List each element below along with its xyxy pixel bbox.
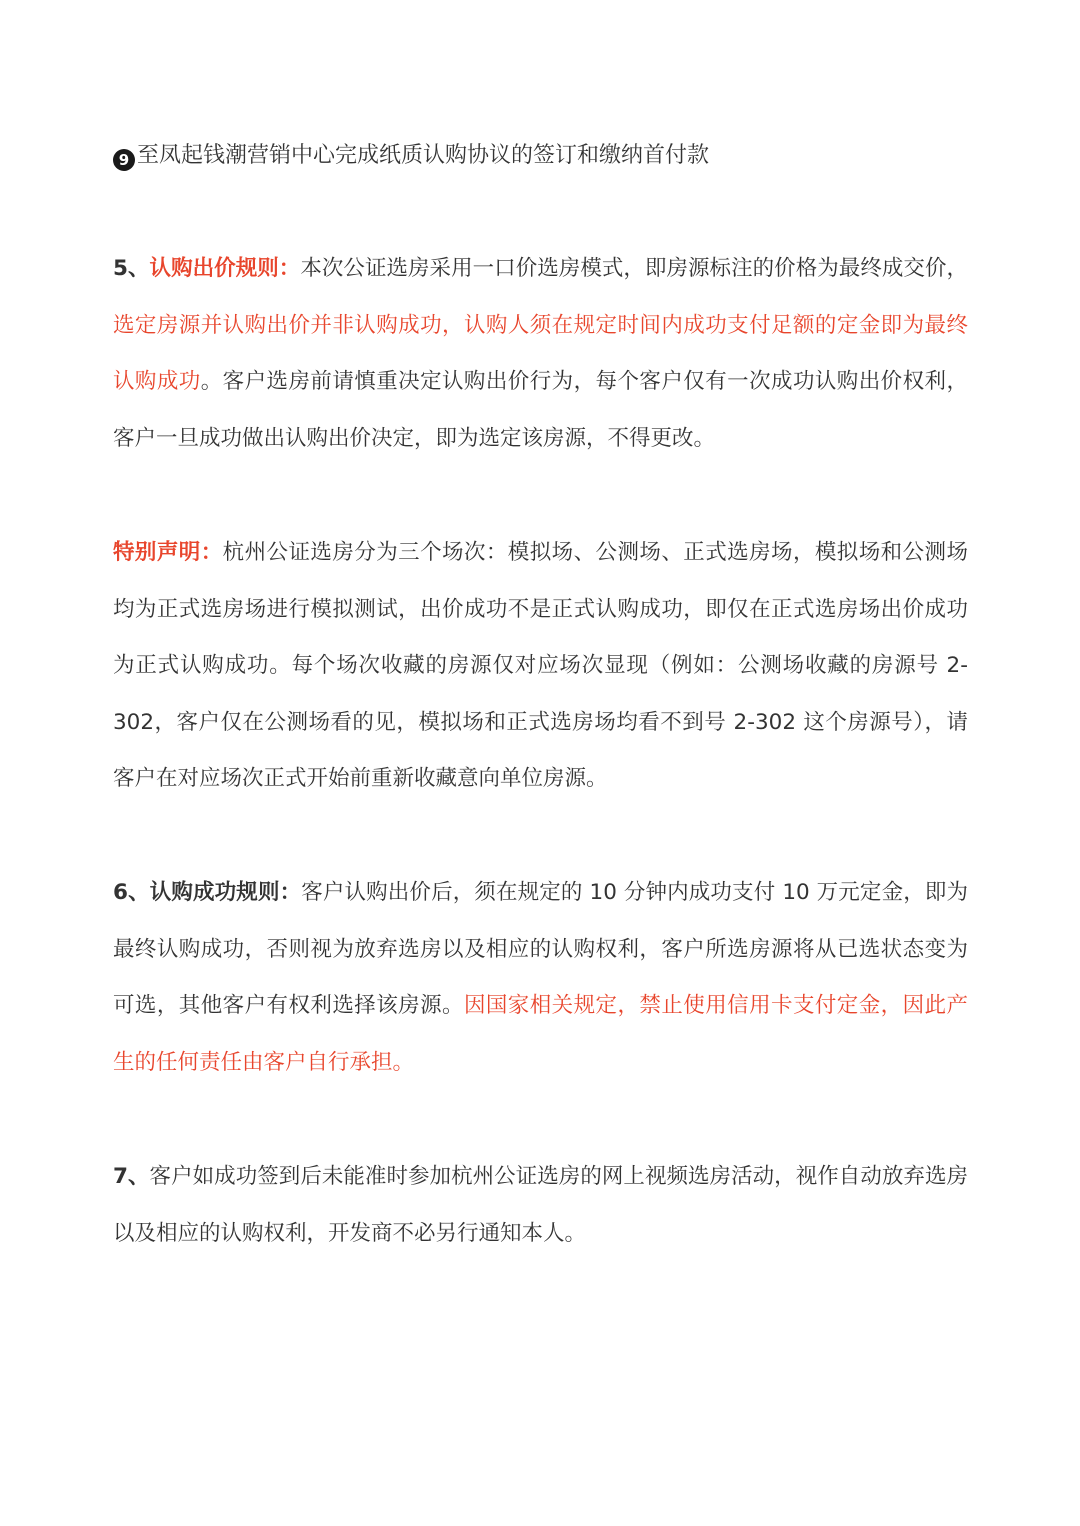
special-statement-title: 特别声明： xyxy=(113,540,223,565)
rule-6-number: 6、 xyxy=(113,880,150,905)
rule-7-number: 7、 xyxy=(113,1164,150,1189)
rule-5-text-1: 本次公证选房采用一口价选房模式，即房源标注的价格为最终成交价， xyxy=(300,256,968,281)
rule-7-text: 客户如成功签到后未能准时参加杭州公证选房的网上视频选房活动，视作自动放弃选房以及相应的认购权利，开发商不必另行通知本人。 xyxy=(113,1164,968,1246)
rule-6-highlight: 因国家相关规定，禁止使用信用卡支付定金，因此产生的任何责任由客户自行承担。 xyxy=(113,993,968,1075)
step-9-text: 至凤起钱潮营销中心完成纸质认购协议的签订和缴纳首付款 xyxy=(137,143,710,168)
rule-5-highlight: 选定房源并认购出价并非认购成功，认购人须在规定时间内成功支付足额的定金即为最终认购成功 xyxy=(113,312,968,394)
step-9-line xyxy=(113,136,973,176)
rule-5-number: 5、 xyxy=(113,256,150,281)
rule-5-paragraph xyxy=(113,241,968,467)
rule-7-paragraph xyxy=(113,1149,968,1262)
step-9-badge: 9 xyxy=(113,149,135,171)
special-statement-text: 杭州公证选房分为三个场次：模拟场、公测场、正式选房场，模拟场和公测场均为正式选房场进行模拟测试，出价成功不是正式认购成功，即仅在正式选房场出价成功为正式认购成功。每个场次收藏的房源仅对应场次显现（例如：公测场收藏的房源号 2-302，客户仅在公测场看的见，模拟场和正式选房场均看不到号 2-302 这个房源号），请客户在对应场次正式开始前重新收藏意向单位房源。 xyxy=(113,540,968,791)
rule-5-text-2: 。客户选房前请慎重决定认购出价行为，每个客户仅有一次成功认购出价权利，客户一旦成功做出认购出价决定，即为选定该房源，不得更改。 xyxy=(113,369,968,451)
rule-5-title: 认购出价规则： xyxy=(149,256,301,281)
rule-6-title: 认购成功规则： xyxy=(149,880,302,905)
rule-6-paragraph xyxy=(113,865,968,1091)
special-statement-paragraph xyxy=(113,525,968,808)
rule-6-text-1: 客户认购出价后，须在规定的 10 分钟内成功支付 10 万元定金，即为最终认购成功，否则视为放弃选房以及相应的认购权利，客户所选房源将从已选状态变为可选，其他客户有权利选择该房源。 xyxy=(113,880,968,1018)
